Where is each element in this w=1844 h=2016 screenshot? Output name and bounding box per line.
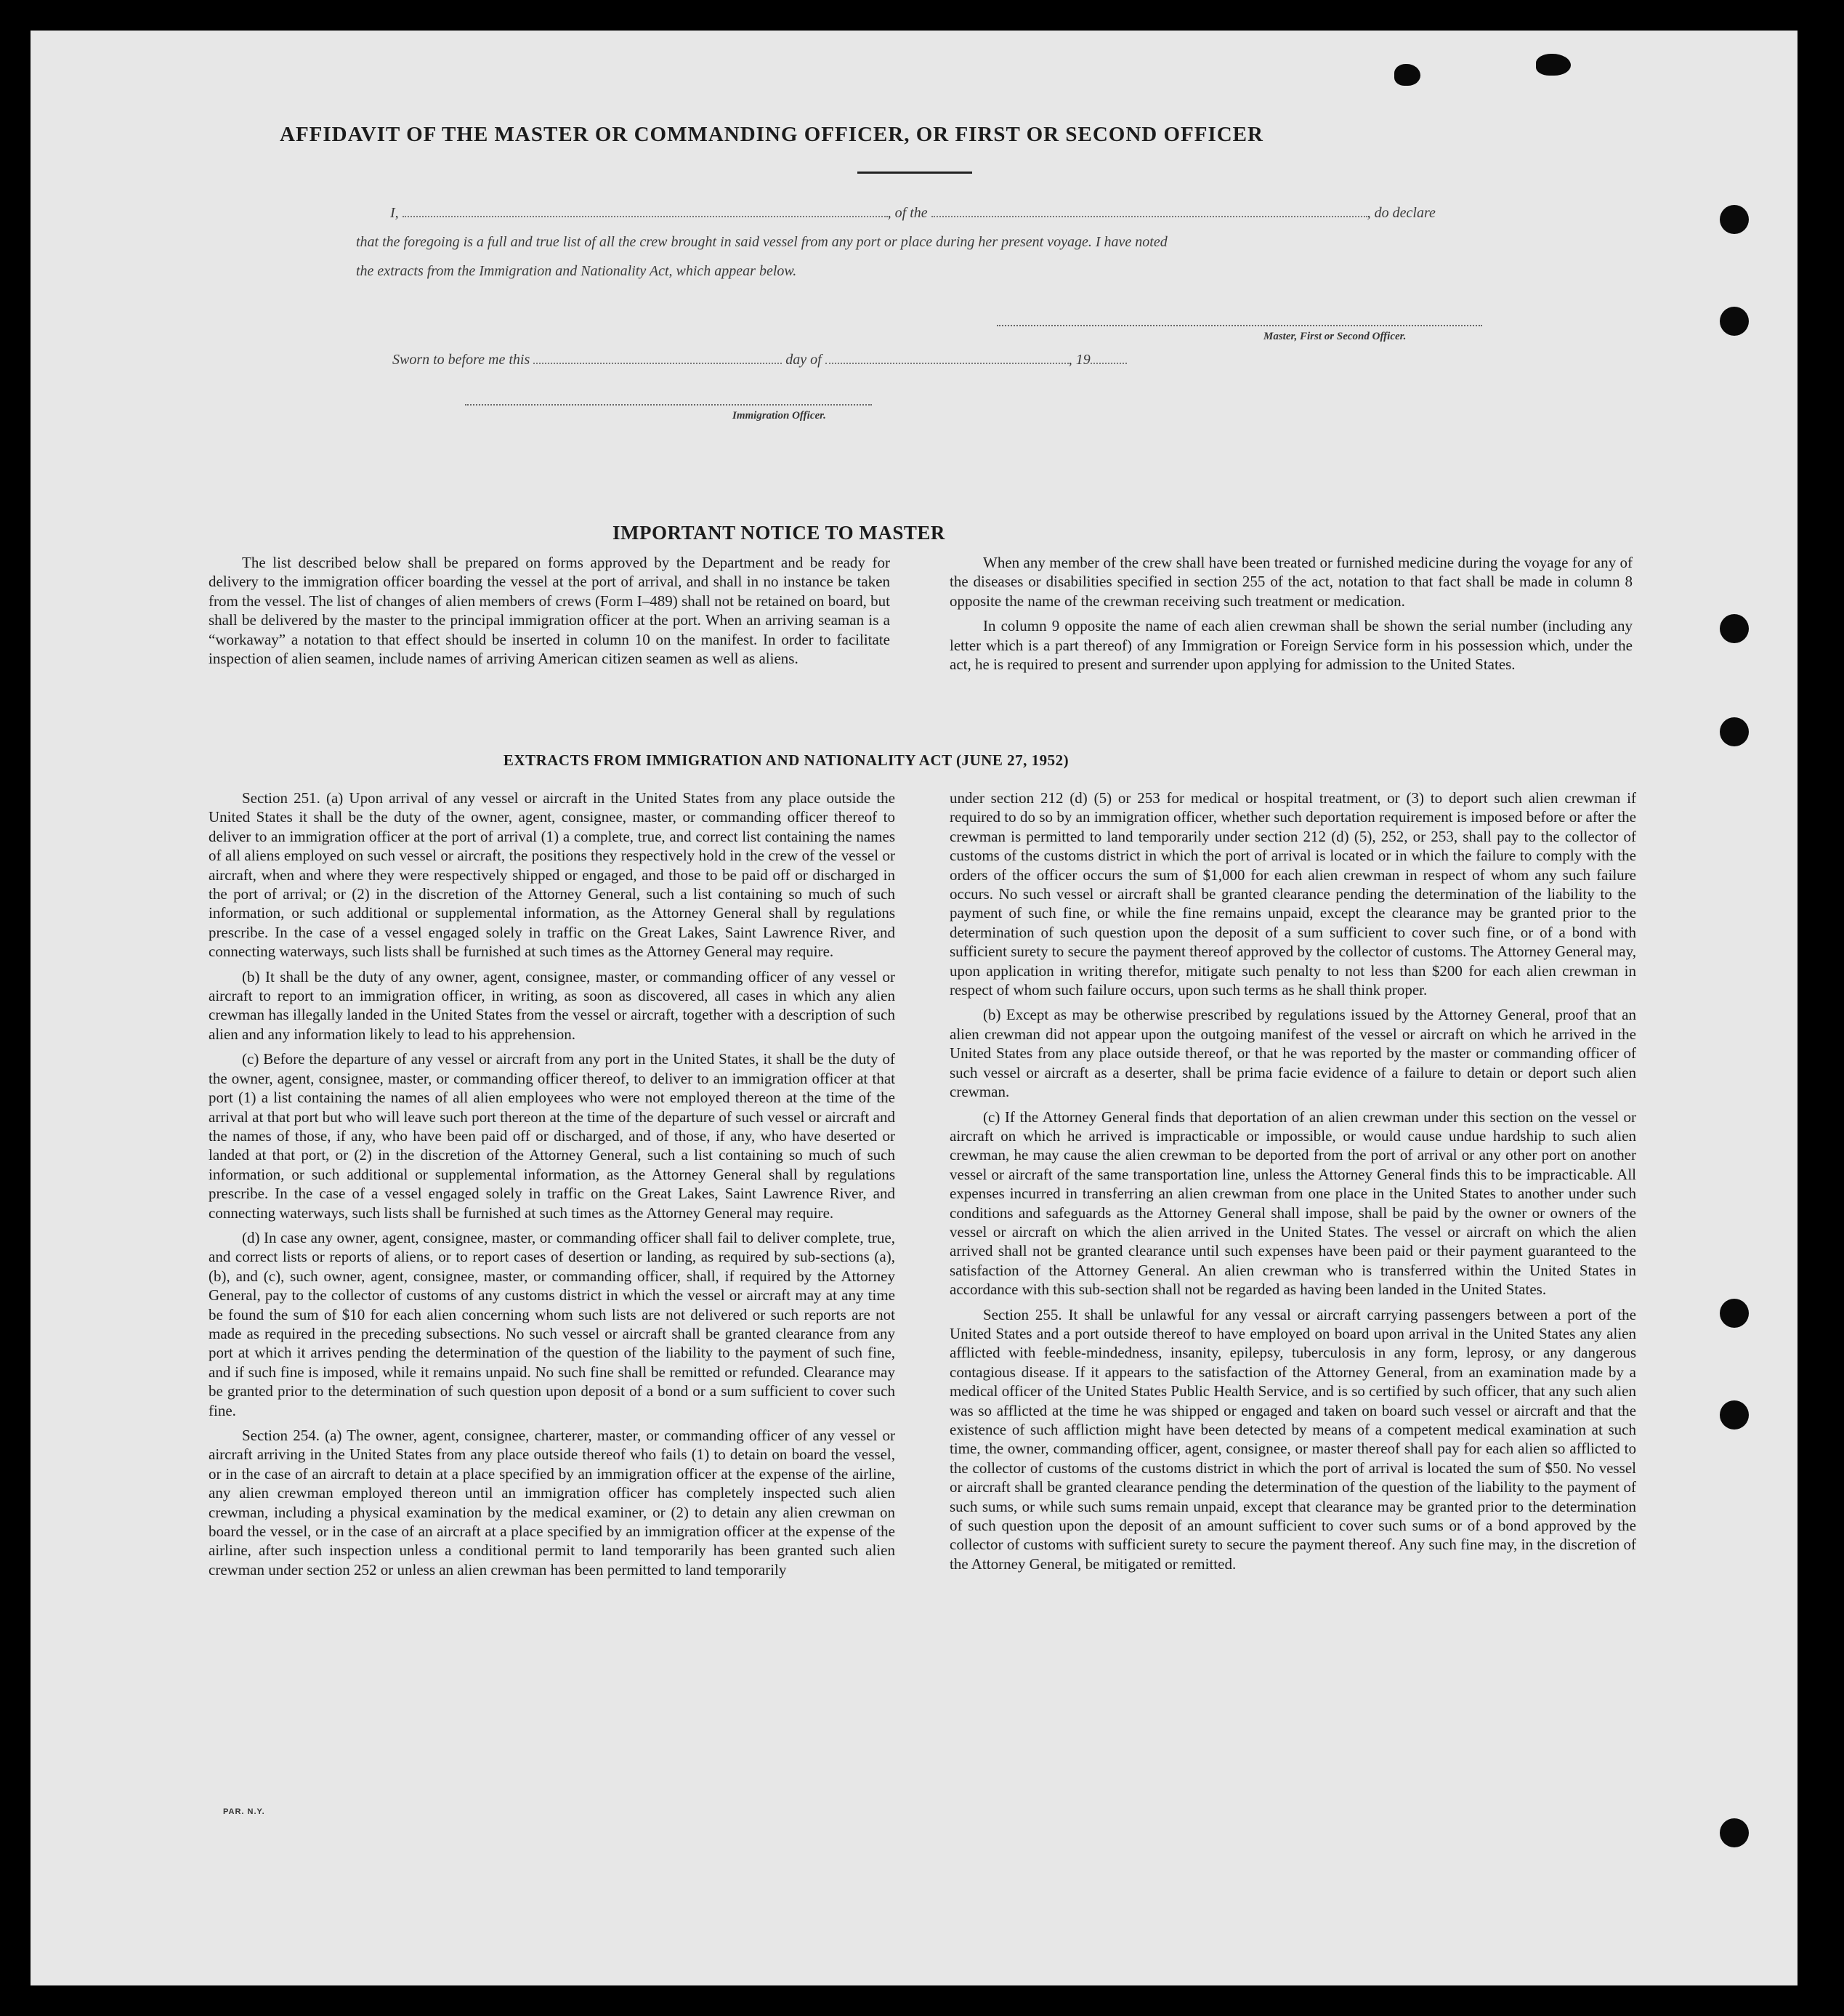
affidavit-title: AFFIDAVIT OF THE MASTER OR COMMANDING OFFICER, OR FIRST OR SECOND OFFICER	[280, 123, 1263, 146]
section-paragraph: (c) If the Attorney General finds that deportation of an alien crewman under this section on the vessel or aircraft on which he arrived is impracticable or impossible, or would cause undue hardship to such alien crewman, he may cause the alien crewman to be deported from the port of arrival or any other port on another vessel or aircraft of the same transportation line, unless the Attorney General finds this to be impracticable. All expenses incurred in transferring an alien crewman from one place in the United States to another under such conditions and safeguards as the Attorney General shall impose, shall be paid by the owner or owners of the vessel or aircraft on which the alien arrived in the United States. The vessel or aircraft on which the alien arrived shall not be granted clearance until such expenses have been paid or their payment guaranteed to the satisfaction of the Attorney General. An alien crewman who is transferred within the United States in accordance with this sub-section shall not be regarded as having been landed in the United States.	[950, 1108, 1636, 1299]
declaration-start: I,	[390, 205, 399, 221]
sworn-date-blank[interactable]	[533, 363, 782, 364]
section-paragraph: (d) In case any owner, agent, consignee, master, or commanding officer shall fail to deliver complete, true, and correct lists or reports of aliens, or to report cases of desertion or landing, as required by sub-sections (a), (b), and (c), such owner, agent, consignee, master, or commanding officer, shall, if required by the Attorney General, pay to the collector of customs of any customs district in which the vessel or aircraft may at any time be found the sum of $10 for each alien concerning whom such lists are not delivered or such reports are not made as required in the preceding subsections. No such vessel or aircraft shall be granted clearance from any port at which it arrives pending the determination of the question of the liability to the payment of such fine, and if such fine is imposed, while it remains unpaid. No such fine shall be remitted or refunded. Clearance may be granted prior to the determination of such question upon deposit of a bond or a sum sufficient to cover such fine.	[209, 1228, 895, 1419]
ink-blot	[1394, 64, 1420, 86]
section-paragraph: (c) Before the departure of any vessel or aircraft from any port in the United States, it shall be the duty of the owner, agent, consignee, master, or commanding officer thereof, to deliver to an immigration officer at that port (1) a list containing the names of all alien employees who were not employed thereon at the time of the arrival at that port but who will leave such port thereon at the time of the departure of such vessel or aircraft and the names of those, if any, who have been paid off or discharged, and of those, if any, who have deserted or landed at that port, or (2) in the discretion of the Attorney General, such a list containing so much of such information, or such additional or supplemental information, as the Attorney General shall by regulations prescribe. In the case of a vessel engaged solely in traffic on the Great Lakes, Saint Lawrence River, and connecting waterways, such lists shall be furnished at such times as the Attorney General may require.	[209, 1050, 895, 1222]
declaration-mid: , of the	[887, 205, 928, 221]
printer-mark: PAR. N.Y.	[223, 1807, 265, 1816]
binder-hole	[1720, 717, 1749, 746]
notice-paragraph: In column 9 opposite the name of each alien crewman shall be shown the serial number (including any letter which is a part thereof) of any Immigration or Foreign Service form in his possession which, under the act, he is required to present and surrender upon applying for admission to the United States.	[950, 617, 1633, 674]
section-paragraph: (b) Except as may be otherwise prescribed by regulations issued by the Attorney General, proof that an alien crewman did not appear upon the outgoing manifest of the vessel or aircraft on which he arrived in the United States from any place outside thereof, or that he was reported by the master or commanding officer of such vessel or aircraft as a deserter, shall be prima facie evidence of a failure to detain or deport such alien crewman.	[950, 1006, 1636, 1101]
master-signature-caption: Master, First or Second Officer.	[1263, 331, 1407, 342]
officer-signature-caption: Immigration Officer.	[732, 410, 826, 422]
declaration-line-2: that the foregoing is a full and true list of all the crew brought in said vessel from any port or place during her present voyage. I have noted	[356, 234, 1168, 250]
sworn-start: Sworn to before me this	[392, 352, 530, 368]
sworn-line	[392, 352, 1127, 368]
sworn-month-blank[interactable]	[825, 363, 1069, 364]
notice-left-column	[209, 553, 890, 668]
notice-paragraph: When any member of the crew shall have been treated or furnished medicine during the voyage for any of the diseases or disabilities specified in section 255 of the act, notation to that fact shall be made in column 8 opposite the name of the crewman receiving such treatment or medication.	[950, 554, 1633, 610]
sworn-year-blank[interactable]	[1091, 363, 1127, 364]
notice-right-column	[950, 553, 1633, 674]
binder-hole	[1720, 1299, 1749, 1328]
notice-paragraph: The list described below shall be prepared on forms approved by the Department and be ready for delivery to the immigration officer boarding the vessel at the port of arrival, and shall in no instance be taken from the vessel. The list of changes of alien members of crews (Form I–489) shall not be retained on board, but shall be delivered by the master to the principal immigration officer at the port. When an arriving seaman is a “workaway” a notation to that effect should be inserted in column 10 on the manifest. In order to facilitate inspection of alien seamen, include names of arriving American citizen seamen as well as aliens.	[209, 554, 890, 668]
declaration-line-3: the extracts from the Immigration and Nationality Act, which appear below.	[356, 263, 797, 279]
section-paragraph: under section 212 (d) (5) or 253 for medical or hospital treatment, or (3) to deport such alien crewman if required to do so by an immigration officer, whether such deportation requirement is imposed before or after the crewman is permitted to land temporarily under section 212 (d) (5), 252, or 253, shall pay to the collector of customs of the customs district in which the port of arrival is located or in which the failure to comply with the orders of the officer occurs the sum of $1,000 for each alien crewman in respect of whom any such failure occurs. No such vessel or aircraft shall be granted clearance pending the determination of the liability to the payment of such fine, or while the fine remains unpaid, except the clearance may be granted prior to the determination of such question upon the deposit of a sum sufficient to cover such fine, or of a bond with sufficient surety to secure the payment thereof approved by the collector of customs. The Attorney General may, upon application in writing therefor, mitigate such penalty to not less than $200 for each alien crewman in respect of whom such failure occurs, upon such terms as he shall think proper.	[950, 789, 1636, 999]
notice-title: IMPORTANT NOTICE TO MASTER	[612, 522, 945, 544]
binder-hole	[1720, 307, 1749, 336]
title-underline	[857, 172, 972, 174]
name-blank[interactable]	[403, 216, 888, 217]
extracts-title: EXTRACTS FROM IMMIGRATION AND NATIONALITY ACT (JUNE 27, 1952)	[503, 751, 1069, 769]
section-paragraph: (b) It shall be the duty of any owner, agent, consignee, master, or commanding officer of any vessel or aircraft to report to an immigration officer, in writing, as soon as discovered, all cases in which any alien crewman has illegally landed in the United States from the vessel or aircraft, together with a description of such alien and any information likely to lead to his apprehension.	[209, 967, 895, 1043]
master-signature-line[interactable]	[997, 325, 1482, 326]
binder-hole	[1720, 1400, 1749, 1430]
extracts-left-column	[209, 789, 895, 1579]
binder-hole	[1720, 205, 1749, 234]
ink-blot	[1536, 54, 1571, 76]
section-paragraph: Section 254. (a) The owner, agent, consignee, charterer, master, or commanding officer of any vessel or aircraft arriving in the United States from any place outside thereof who fails (1) to detain on board the vessel, or in the case of an aircraft to detain at a place specified by an immigration officer at the expense of the airline, any alien crewman employed thereon until an immigration officer has completely inspected such alien crewman, including a physical examination by the medical examiner, or (2) to detain any alien crewman on board the vessel, or in the case of an aircraft at a place specified by an immigration officer at the expense of the airline, after such inspection unless a conditional permit to land temporarily has been granted such alien crewman under section 252 or unless an alien crewman has been permitted to land temporarily	[209, 1427, 895, 1578]
extracts-right-column	[950, 789, 1636, 1573]
declaration-end: , do declare	[1367, 205, 1436, 221]
section-paragraph: Section 255. It shall be unlawful for any vessal or aircraft carrying passengers between a port of the United States and a port outside thereof to have employed on board upon arrival in the United States any alien afflicted with feeble-mindedness, insanity, epilepsy, tuberculosis in any form, leprosy, or any dangerous contagious disease. If it appears to the satisfaction of the Attorney General, from an examination made by a medical officer of the United States Public Health Service, and is so certified by such officer, that any such alien was so afflicted at the time he was shipped or engaged and taken on board such vessel or aircraft and that the existence of such affliction might have been detected by means of a competent medical examination at such time, the owner, commanding officer, agent, consignee, or master thereof shall pay for each alien so afflicted to the collector of customs of the customs district in which the port of arrival is located the sum of $50. No vessel or aircraft shall be granted clearance pending the determination of the question of the liability to the payment of such sums, or while such sums remain unpaid, except that clearance may be granted prior to the determination of such question upon the deposit of an amount sufficient to cover such sums or of a bond approved by the collector of customs with sufficient surety to secure the payment thereof. Any such fine may, in the discretion of the Attorney General, be mitigated or remitted.	[950, 1305, 1636, 1573]
sworn-day: day of	[785, 352, 822, 368]
section-paragraph: Section 251. (a) Upon arrival of any vessel or aircraft in the United States from any place outside the United States it shall be the duty of the owner, agent, consignee, master, or commanding officer thereof to deliver to an immigration officer at the port of arrival (1) a complete, true, and correct list containing the names of all aliens employed on such vessel or aircraft, the positions they respectively hold in the crew of the vessel or aircraft, when and where they were respectively shipped or engaged, and those to be paid off or discharged in the port of arrival; or (2) in the discretion of the Attorney General, such a list containing so much of such information, or such additional or supplemental information, as the Attorney General shall by regulations prescribe. In the case of a vessel engaged solely in traffic on the Great Lakes, Saint Lawrence River, and connecting waterways, such lists shall be furnished at such times as the Attorney General may require.	[209, 789, 895, 961]
binder-hole	[1720, 614, 1749, 643]
officer-signature-line[interactable]	[465, 404, 872, 406]
sworn-year: , 19	[1068, 352, 1091, 368]
binder-hole	[1720, 1818, 1749, 1847]
document-page	[31, 31, 1798, 1985]
declaration-line	[390, 205, 1436, 222]
vessel-blank[interactable]	[931, 216, 1367, 217]
